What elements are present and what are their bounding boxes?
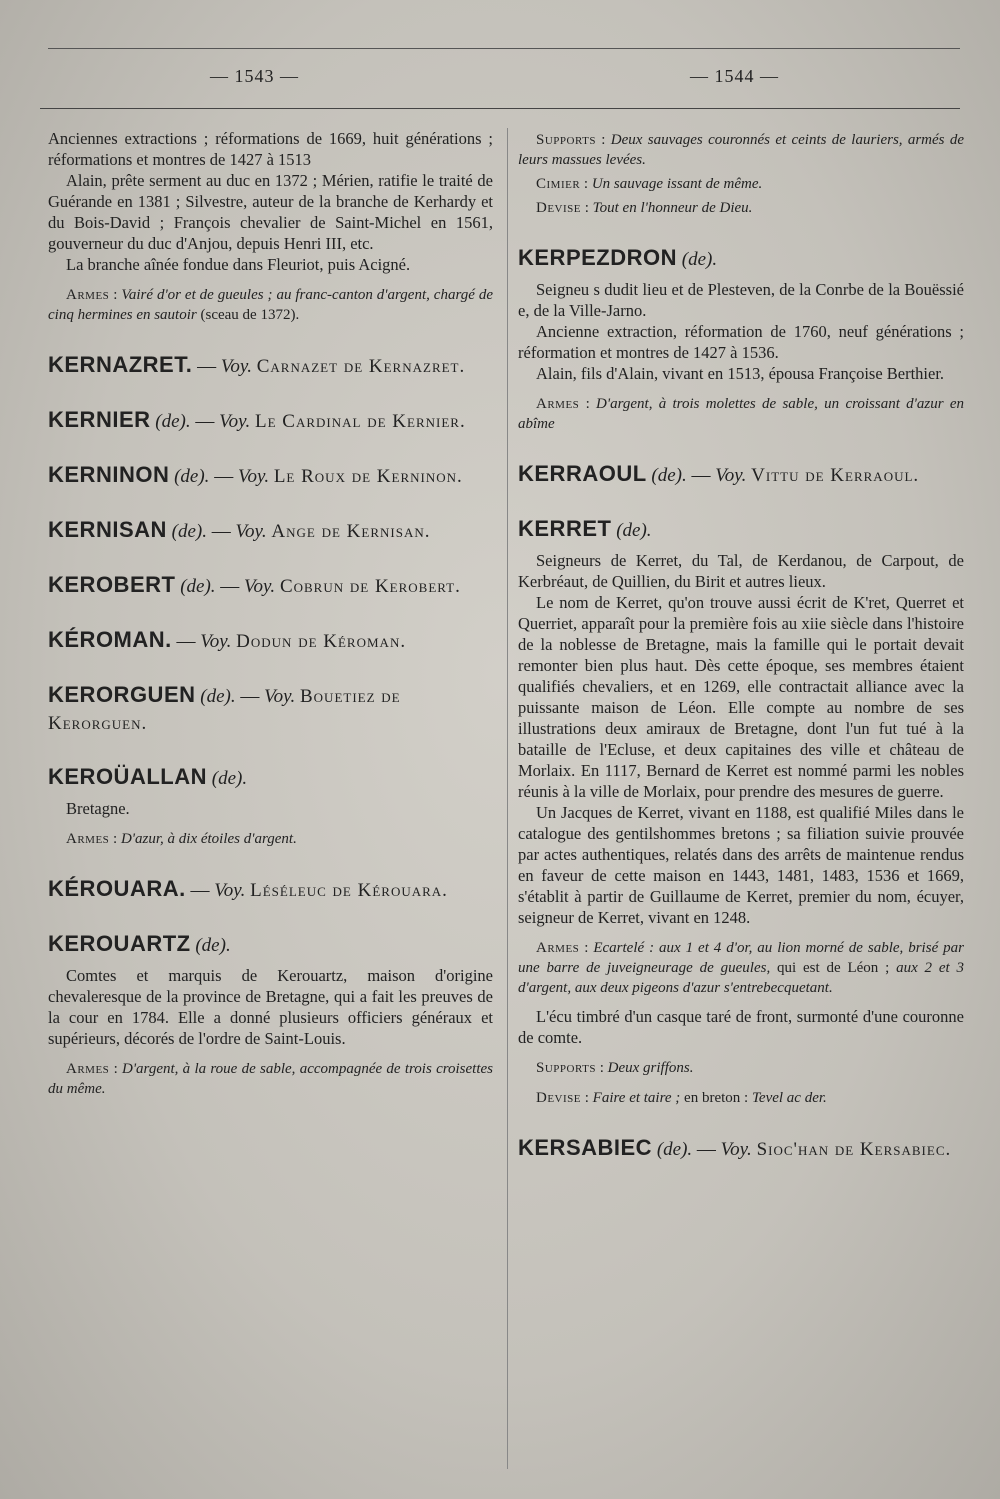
voy-label: Voy. [715, 465, 747, 486]
entry-name: KERPEZDRON [518, 245, 678, 270]
cross-reference: Dodun de Kéroman. [236, 631, 407, 652]
armes-label: Armes [66, 1061, 110, 1077]
paragraph: Un Jacques de Kerret, vivant en 1188, est qualifié Miles dans le catalogue des gentilshommes bretons ; sa filiation suivie prouvée par actes authentiques, relatés dans des arrêts de maintenue rendus en faveur de cette maison en 1443, 1481, 1483, 1536 et 1669, s'établit à partir de Guillaume de Kerret, premier du nom, écuyer, seigneur de Kerret, vivant en 1248. [518, 803, 964, 927]
entry-name: KÉROUARA. [48, 876, 186, 901]
supports-label: Supports [536, 132, 596, 148]
paragraph: L'écu timbré d'un casque taré de front, surmonté d'une couronne de comte. [518, 1007, 964, 1047]
armes-blazon: D'argent, à trois molettes de sable, un croissant d'azur en abîme [518, 396, 965, 432]
entry-name: KERRET [518, 516, 612, 541]
armes-blazon: Vairé d'or et de gueules ; au franc-canton d'argent, chargé de cinq hermines en sautoir [48, 287, 493, 323]
armes-label: Armes [66, 287, 110, 303]
voy-label: Voy. [220, 356, 252, 377]
entry-continued [48, 128, 493, 325]
paragraph: Bretagne. [66, 799, 130, 818]
cross-reference: Carnazet de Kernazret. [256, 356, 466, 377]
entry-name: KERSABIEC [518, 1135, 653, 1160]
entry-name: KEROBERT [48, 572, 176, 597]
armes-label: Armes [536, 940, 580, 956]
entry-name: KEROÜALLAN [48, 764, 207, 789]
page-number-right: — 1544 — [690, 66, 779, 86]
entry-heading: KERRET (de). [518, 516, 652, 541]
armes-line: Armes : D'azur, à dix étoiles d'argent. [66, 831, 297, 847]
entry-name: KERRAOUL [518, 461, 647, 486]
cross-reference: Vittu de Kerraoul. [751, 465, 920, 486]
voy-label: Voy. [244, 576, 276, 597]
top-rule [48, 48, 960, 49]
entry-name: KERNIER [48, 407, 151, 432]
entry-heading: KERPEZDRON (de). [518, 245, 718, 270]
entry-heading: KEROÜALLAN (de). [48, 764, 248, 789]
voy-label: Voy. [720, 1139, 752, 1160]
supports-line: Supports : Deux griffons. [536, 1060, 694, 1076]
cross-reference: Ange de Kernisan. [271, 521, 431, 542]
paragraph: Anciennes extractions ; réformations de 1669, huit générations ; réformations et montres de 1427 à 1513 [48, 129, 493, 169]
entry-kernazret: KERNAZRET. — Voy. Carnazet de Kernazret. [48, 352, 466, 377]
voy-label: Voy. [237, 466, 270, 487]
voy-label: Voy. [235, 521, 267, 542]
entry-name: KERNISAN [48, 517, 167, 542]
paragraph: Seigneu s dudit lieu et de Plesteven, de la Conrbe de la Bouëssié e, de la Ville-Jarno. [518, 280, 964, 320]
armes-line: Armes : Ecartelé : aux 1 et 4 d'or, au lion morné de sable, brisé par une barre de juveigneurage de gueules, qui est de Léon ; aux 2 et 3 d'argent, aux deux pigeons d'azur s'entrebecquetant. [518, 940, 965, 996]
paragraph: La branche aînée fondue dans Fleuriot, puis Acigné. [66, 255, 411, 274]
paragraph: Ancienne extraction, réformation de 1760, neuf générations ; réformation et montres de 1427 à 1536. [518, 322, 964, 362]
voy-label: Voy. [200, 631, 232, 652]
paragraph: Seigneurs de Kerret, du Tal, de Kerdanou, de Carpout, de Kerbréaut, de Quillien, du Birit et autres lieux. [518, 551, 964, 591]
entry-kersabiec: KERSABIEC (de). — Voy. Sioc'han de Kersabiec. [518, 1135, 952, 1160]
entry-name: KERNINON [48, 462, 170, 487]
entry-kerorguen: KERORGUEN (de). — Voy. Bouetiez de Kerorguen. [48, 682, 401, 734]
entry-kerouara: KÉROUARA. — Voy. Léséleuc de Kérouara. [48, 876, 448, 901]
page-number-left: — 1543 — [210, 66, 299, 86]
cross-reference: Cobrun de Kerobert. [279, 576, 461, 597]
entry-kerraoul: KERRAOUL (de). — Voy. Vittu de Kerraoul. [518, 461, 920, 486]
devise-label: Devise [536, 200, 581, 216]
entry-name: KERORGUEN [48, 682, 196, 707]
armes-line: Armes : Vairé d'or et de gueules ; au franc-canton d'argent, chargé de cinq hermines en sautoir (sceau de 1372). [48, 287, 493, 323]
voy-label: Voy. [264, 686, 296, 707]
cross-reference: Sioc'han de Kersabiec. [756, 1139, 952, 1160]
paragraph: Alain, prête serment au duc en 1372 ; Mérien, ratifie le traité de Guérande en 1381 ; Silvestre, auteur de la branche de Kerhardy et du Bois-David ; François chevalier de Saint-Michel en 1561, gouverneur du duc d'Anjou, depuis Henri III, etc. [48, 171, 493, 253]
cimier-label: Cimier [536, 176, 581, 192]
devise-line: Devise : Faire et taire ; en breton : Tevel ac der. [536, 1090, 827, 1106]
cross-reference: Le Cardinal de Kernier. [255, 411, 466, 432]
entry-kernisan: KERNISAN (de). — Voy. Ange de Kernisan. [48, 517, 431, 542]
armes-blazon: D'azur, à dix étoiles d'argent. [120, 831, 297, 847]
entry-name: KEROUARTZ [48, 931, 191, 956]
entry-kernier: KERNIER (de). — Voy. Le Cardinal de Kernier. [48, 407, 466, 432]
voy-label: Voy. [219, 411, 251, 432]
entry-name: KERNAZRET. [48, 352, 193, 377]
armes-label: Armes [536, 396, 580, 412]
entry-continued [518, 130, 964, 218]
entry-keroman: KÉROMAN. — Voy. Dodun de Kéroman. [48, 627, 407, 652]
right-column [518, 128, 964, 1163]
armes-blazon: D'argent, à la roue de sable, accompagnée de trois croisettes du même. [48, 1061, 494, 1097]
paragraph: Le nom de Kerret, qu'on trouve aussi écrit de K'ret, Querret et Querriet, apparaît pour la première fois au xiie siècle dans l'histoire de la noblesse de Bretagne, mais la famille qui le portait devait remonter bien plus haut. Dès cette époque, ses membres étaient qualifiés chevaliers, et en 1269, elle contractait alliance avec la puissante maison de Léon. Elle compte au nombre de ses illustrations deux amiraux de Bretagne, dont l'un fut tué à la bataille de l'Ecluse, et deux capitaines des ville et château de Morlaix. En 1117, Bernard de Kerret est nommé parmi les nobles réunis à la ville de Morlaix, pour prendre des mesures de guerre. [518, 593, 964, 801]
devise-label: Devise [536, 1090, 581, 1106]
entry-kerret [518, 515, 964, 1108]
supports-label: Supports [536, 1060, 596, 1076]
entry-name: KÉROMAN. [48, 627, 172, 652]
supports-line: Supports : Deux sauvages couronnés et ceints de lauriers, armés de leurs massues levées. [518, 132, 964, 168]
header-rule [40, 108, 960, 109]
column-divider [507, 128, 508, 1469]
entry-kerobert: KEROBERT (de). — Voy. Cobrun de Kerobert. [48, 572, 461, 597]
voy-label: Voy. [214, 880, 246, 901]
cross-reference: Le Roux de Kerninon. [273, 466, 463, 487]
paragraph: Alain, fils d'Alain, vivant en 1513, épousa Françoise Berthier. [536, 364, 945, 383]
devise-line: Devise : Tout en l'honneur de Dieu. [536, 200, 753, 216]
entry-keroallan [48, 763, 493, 849]
entry-kerninon: KERNINON (de). — Voy. Le Roux de Kerninon. [48, 462, 463, 487]
paragraph: Comtes et marquis de Kerouartz, maison d'origine chevaleresque de la province de Bretagne, qui a fait les preuves de la cour en 1784. Elle a donné plusieurs officiers généraux et supérieurs, décorés de l'ordre de Saint-Louis. [48, 966, 493, 1048]
cross-reference: Bouetiez de Kerorguen. [48, 686, 401, 734]
armes-line: Armes : D'argent, à la roue de sable, accompagnée de trois croisettes du même. [48, 1061, 494, 1097]
armes-label: Armes [66, 831, 110, 847]
armes-line: Armes : D'argent, à trois molettes de sable, un croissant d'azur en abîme [518, 396, 965, 432]
cimier-line: Cimier : Un sauvage issant de même. [536, 176, 763, 192]
entry-kerouartz [48, 930, 493, 1099]
entry-heading: KEROUARTZ (de). [48, 931, 231, 956]
left-column [48, 128, 493, 1099]
cross-reference: Léséleuc de Kérouara. [250, 880, 448, 901]
entry-kerpezdron [518, 244, 964, 434]
